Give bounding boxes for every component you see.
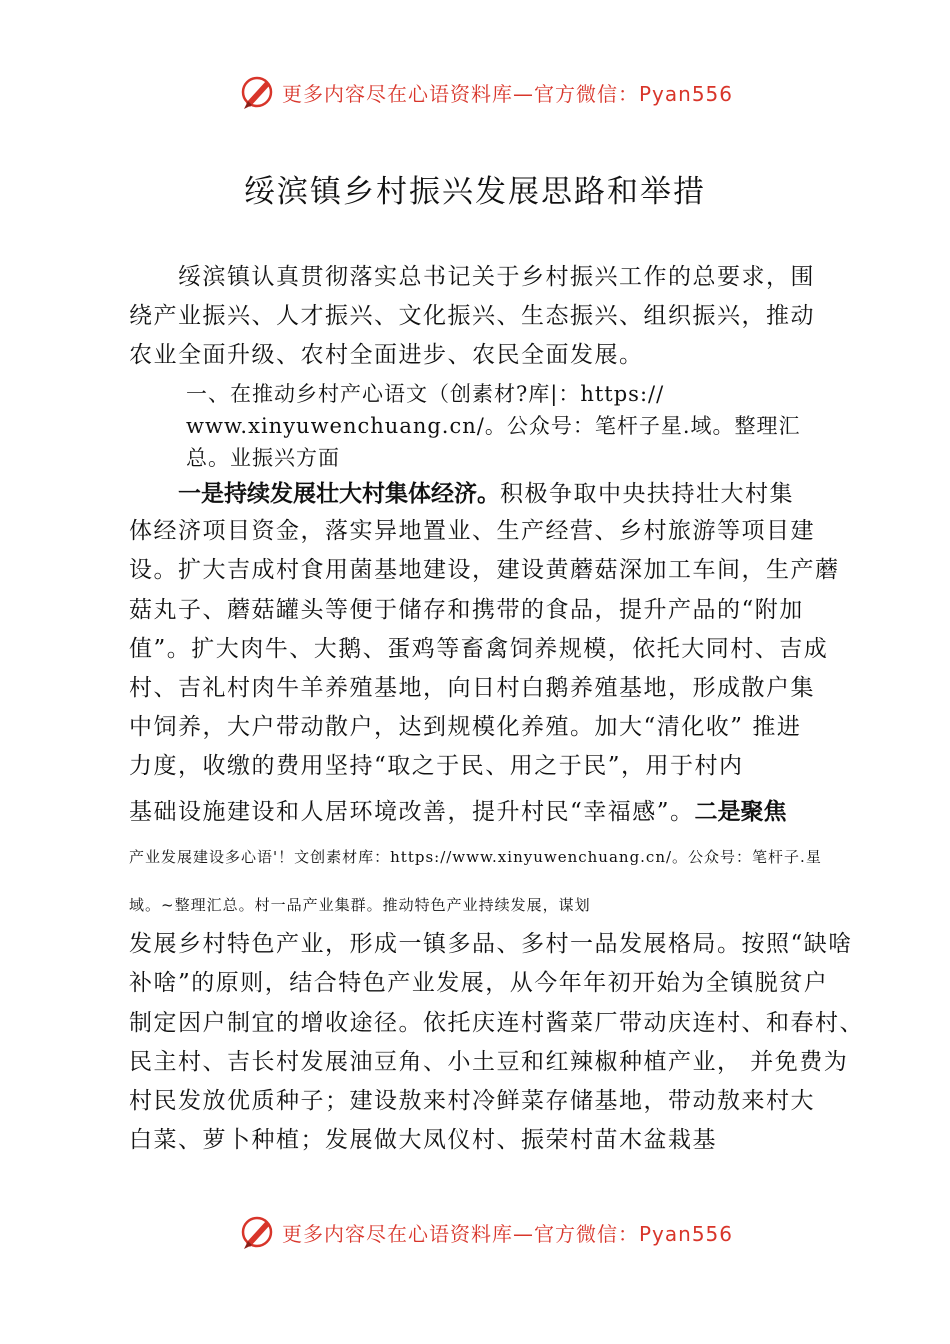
paragraph-line: 补啥”的原则，结合特色产业发展，从今年年初开始为全镇脱贫户 — [129, 970, 829, 996]
paragraph-line: 菇丸子、蘑菇罐头等便于储存和携带的食品，提升产品的“附加 — [129, 597, 804, 623]
footer-banner — [238, 1212, 733, 1252]
paragraph-line: 力度，收缴的费用坚持“取之于民、用之于民”，用于村内 — [129, 753, 744, 779]
paragraph-line: 村民发放优质种子；建设敖来村冷鲜菜存储基地，带动敖来村大 — [129, 1088, 815, 1114]
header-banner — [238, 72, 733, 112]
paragraph-line: 发展乡村特色产业，形成一镇多品、多村一品发展格局。按照“缺啥 — [129, 931, 853, 957]
pen-logo-icon — [238, 1213, 276, 1251]
paragraph-line: 民主村、吉长村发展油豆角、小土豆和红辣椒种植产业， 并免费为 — [129, 1049, 849, 1075]
paragraph-line: 基础设施建设和人居环境改善，提升村民“幸福感”。二是聚焦 — [129, 799, 787, 825]
section-heading-line: 一、在推动乡村产心语文（创素材?库|：https:// — [186, 382, 665, 406]
bold-lead: 二是聚焦 — [694, 799, 787, 825]
section-heading-line: 总。业振兴方面 — [186, 446, 340, 470]
small-note-line: 产业发展建设多心语'！文创素材库：https://www.xinyuwenchuang.cn/。公众号：笔杆子.星 — [129, 848, 822, 866]
paragraph-line: 一是持续发展壮大村集体经济。积极争取中央扶持壮大村集 — [178, 481, 794, 507]
paragraph-line: 值”。扩大肉牛、大鹅、蛋鸡等畜禽饲养规模，依托大同村、吉成 — [129, 636, 829, 662]
intro-line: 农业全面升级、农村全面进步、农民全面发展。 — [129, 342, 644, 368]
page-title: 绥滨镇乡村振兴发展思路和举措 — [244, 174, 706, 210]
paragraph-line: 中饲养，大户带动散户，达到规模化养殖。加大“清化收” 推进 — [129, 714, 802, 740]
banner-text: 更多内容尽在心语资料库—官方微信：Pyan556 — [282, 81, 734, 106]
section-heading-line: www.xinyuwenchuang.cn/。公众号：笔杆子星.域。整理汇 — [186, 414, 801, 438]
intro-line: 绕产业振兴、人才振兴、文化振兴、生态振兴、组织振兴，推动 — [129, 303, 815, 329]
small-note-line: 域。~整理汇总。村一品产业集群。推动特色产业持续发展，谋划 — [129, 896, 591, 914]
intro-line: 绥滨镇认真贯彻落实总书记关于乡村振兴工作的总要求，围 — [178, 264, 815, 290]
paragraph-line: 制定因户制宜的增收途径。依托庆连村酱菜厂带动庆连村、和春村、 — [129, 1010, 864, 1036]
paragraph-line: 村、吉礼村肉牛羊养殖基地，向日村白鹅养殖基地，形成散户集 — [129, 675, 815, 701]
banner-text: 更多内容尽在心语资料库—官方微信：Pyan556 — [282, 1221, 734, 1246]
bold-lead: 一是持续发展壮大村集体经济。 — [178, 481, 500, 507]
paragraph-line: 体经济项目资金，落实异地置业、生产经营、乡村旅游等项目建 — [129, 518, 815, 544]
pen-logo-icon — [238, 73, 276, 111]
paragraph-line: 白菜、萝卜种植；发展做大凤仪村、振荣村苗木盆栽基 — [129, 1127, 717, 1153]
paragraph-line: 设。扩大吉成村食用菌基地建设，建设黄蘑菇深加工车间，生产蘑 — [129, 557, 840, 583]
